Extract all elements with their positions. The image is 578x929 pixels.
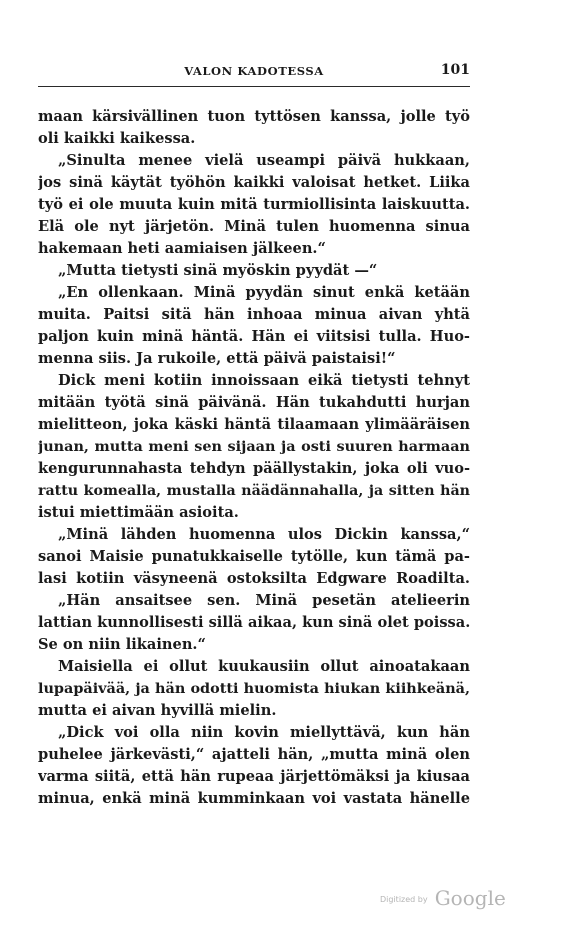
text-line: hakemaan heti aamiaisen jälkeen.“ [38, 240, 326, 257]
text-line: menna siis. Ja rukoile, että päivä paistaisi!“ [38, 350, 396, 367]
text-line: puhelee järkevästi,“ ajatteli hän, „mutta minä olen [38, 746, 470, 763]
body-text [38, 106, 470, 810]
text-line: paljon kuin minä häntä. Hän ei viitsisi tulla. Huo- [38, 328, 470, 345]
text-line: varma siitä, että hän rupeaa järjettömäksi ja kiusaa [38, 768, 470, 785]
text-line: junan, mutta meni sen sijaan ja osti suuren harmaan [38, 438, 470, 455]
text-line: mielitteon, joka käski häntä tilaamaan ylimääräisen [38, 416, 470, 433]
google-logo: Google [434, 886, 506, 910]
text-line: mitään työtä sinä päivänä. Hän tukahdutti hurjan [38, 394, 470, 411]
text-line: sanoi Maisie punatukkaiselle tytölle, kun tämä pa- [38, 548, 470, 565]
text-line: Se on niin likainen.“ [38, 636, 206, 653]
text-line: istui miettimään asioita. [38, 504, 239, 521]
watermark-prefix: Digitized by [380, 895, 428, 904]
page-number: 101 [440, 62, 470, 78]
running-head [38, 62, 470, 87]
text-line: „Hän ansaitsee sen. Minä pesetän atelieerin [58, 592, 470, 609]
text-line: „Sinulta menee vielä useampi päivä hukkaan, [58, 152, 470, 169]
text-line: jos sinä käytät työhön kaikki valoisat hetket. Liika [38, 174, 470, 191]
text-line: „Dick voi olla niin kovin miellyttävä, kun hän [58, 724, 470, 741]
text-line: muita. Paitsi sitä hän inhoaa minua aivan yhtä [38, 306, 470, 323]
text-line: „Minä lähden huomenna ulos Dickin kanssa,“ [58, 526, 470, 543]
text-line: Dick meni kotiin innoissaan eikä tietysti tehnyt [58, 372, 470, 389]
digitized-watermark [380, 886, 506, 910]
text-line: Maisiella ei ollut kuukausiin ollut ainoatakaan [58, 658, 470, 675]
text-line: „En ollenkaan. Minä pyydän sinut enkä ketään [58, 284, 470, 301]
text-line: „Mutta tietysti sinä myöskin pyydät —“ [58, 262, 378, 279]
text-line: kengurunnahasta tehdyn päällystakin, joka oli vuo- [38, 460, 470, 477]
text-line: lasi kotiin väsyneenä ostoksilta Edgware Roadilta. [38, 570, 470, 587]
text-line: Elä ole nyt järjetön. Minä tulen huomenna sinua [38, 218, 470, 235]
text-line: minua, enkä minä kumminkaan voi vastata hänelle [38, 790, 470, 807]
text-line: rattu komealla, mustalla näädännahalla, ja sitten hän [38, 483, 470, 499]
text-line: lupapäivää, ja hän odotti huomista hiukan kiihkeänä, [38, 680, 470, 697]
text-line: maan kärsivällinen tuon tyttösen kanssa, jolle työ [38, 108, 470, 125]
text-line: työ ei ole muuta kuin mitä turmiollisinta laiskuutta. [38, 196, 470, 213]
text-line: oli kaikki kaikessa. [38, 130, 196, 147]
text-line: mutta ei aivan hyvillä mielin. [38, 702, 277, 719]
text-line: lattian kunnollisesti sillä aikaa, kun sinä olet poissa. [38, 614, 470, 631]
running-title: VALON KADOTESSA [184, 64, 324, 78]
